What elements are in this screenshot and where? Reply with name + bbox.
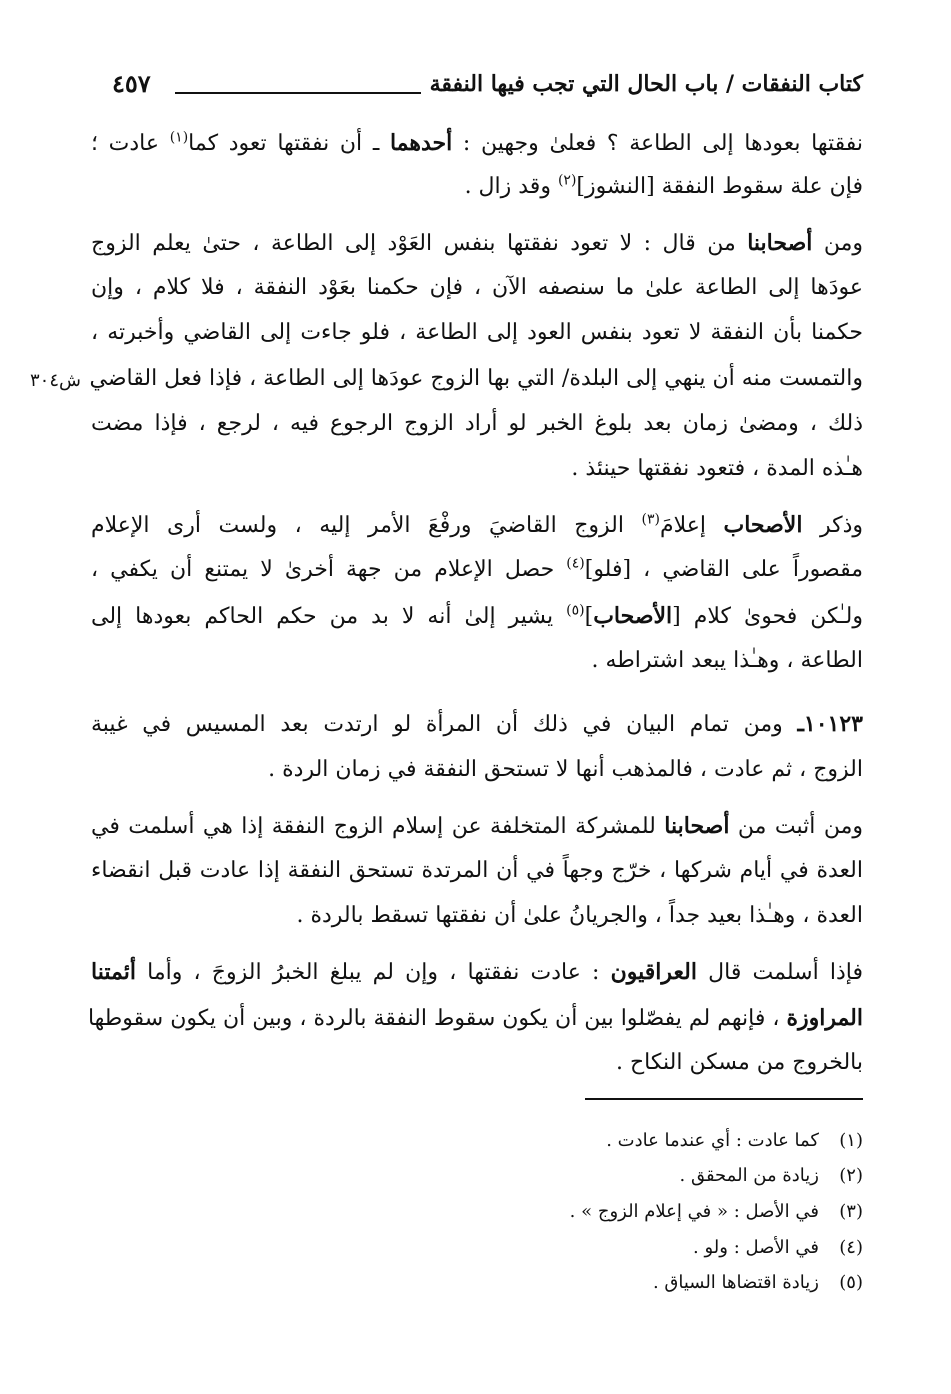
footnote-ref: (٥) [566, 602, 585, 619]
footnote-ref: (٣) [641, 511, 660, 528]
body-line: بالخروج من مسكن النكاح . [615, 1050, 863, 1075]
body-line: العدة في أيام شركها ، خرّج وجهاً في أن المرتدة تستحق النفقة إذا عادت قبل انقضاء [91, 858, 863, 883]
body-line: فإن علة سقوط النفقة [النشوز]$^{(٢)}$ وقد زال . [464, 172, 863, 199]
body-line: العدة ، وهـٰذا بعيد جداً ، والجريانُ علىٰ أن نفقتها تسقط بالردة . [296, 903, 863, 928]
body-line: وذكر الأصحاب إعلامَ$^{(٣)}$ الزوج القاضيَ ورفْعَ الأمر إليه ، ولست أرى الإعلام [91, 511, 863, 538]
footnote-rule [585, 1098, 863, 1100]
body-line: المراوزة ، فإنهم لم يفصّلوا بين أن يكون سقوط النفقة بالردة ، وبين أن يكون سقوطها [87, 1005, 863, 1031]
footnote-ref: (٢) [557, 172, 577, 189]
footnote: (٤)في الأصل : ولو . [693, 1237, 863, 1258]
header-rule [175, 92, 421, 94]
body-line: الطاعة ، وهـٰذا يبعد اشتراطه . [591, 648, 863, 673]
footnote: (١)كما عادت : أي عندما عادت . [606, 1130, 863, 1151]
body-line: ومن أصحابنا من قال : لا تعود نفقتها بنفس العَوْد إلى الطاعة ، حتىٰ يعلم الزوج [91, 230, 863, 256]
body-line: عودَها إلى الطاعة علىٰ ما سنصفه الآن ، فإن حكمنا بعَوْد النفقة ، فلا كلام ، وإن [91, 275, 863, 300]
footnote-ref: (١) [169, 129, 189, 146]
footnote: (٣)في الأصل : « في إعلام الزوج » . [569, 1201, 863, 1222]
running-header-title: كتاب النفقات / باب الحال التي تجب فيها النفقة [429, 71, 863, 97]
body-line: ١٠١٢٣ـ ومن تمام البيان في ذلك أن المرأة لو ارتدت بعد المسيس في غيبة [91, 711, 863, 737]
page-number: ٤٥٧ [112, 69, 151, 98]
body-line: مقصوراً على القاضي ، [فلو]$^{(٤)}$ حصل الإعلام من جهة أخرىٰ لا يمتنع أن يكفي ، [91, 555, 863, 582]
body-line: نفقتها بعودها إلى الطاعة ؟ فعلىٰ وجهين : أحدهما ـ أن نفقتها تعود كما$^{(١)}$ عادت ؛ [91, 129, 863, 156]
body-line: الزوج ، ثم عادت ، فالمذهب أنها لا تستحق النفقة في زمان الردة . [268, 757, 863, 782]
section-number: ١٠١٢٣ـ [797, 711, 863, 737]
footnote: (٥)زيادة اقتضاها السياق . [652, 1272, 863, 1293]
body-line: حكمنا بأن النفقة لا تعود بنفس العود إلى الطاعة ، فلو جاءت إلى القاضي وأخبرته ، [91, 320, 863, 345]
body-line: ذلك ، ومضىٰ زمان بعد بلوغ الخبر لو أراد الزوج الرجوع فيه ، لرجع ، فإذا مضت [91, 411, 863, 436]
body-line: ومن أثبت من أصحابنا للمشركة المتخلفة عن إسلام الزوج النفقة إذا هي أسلمت في [91, 813, 863, 839]
body-line: والتمست منه أن ينهي إلى البلدة/ التي بها الزوج عودَها إلى الطاعة ، فإذا فعل القاضي [89, 366, 863, 391]
body-line: هـٰذه المدة ، فتعود نفقتها حينئذ . [571, 456, 863, 481]
body-line: ولـٰكن فحوىٰ كلام [الأصحاب]$^{(٥)}$ يشير إلىٰ أنه لا بد من حكم الحاكم بعودها إلى [91, 602, 863, 629]
body-line: فإذا أسلمت قال العراقيون : عادت نفقتها ، وإن لم يبلغ الخبرُ الزوجَ ، وأما أئمتنا [91, 959, 863, 985]
margin-manuscript-reference: ش٣٠٤ [30, 370, 81, 391]
footnote-ref: (٤) [566, 555, 585, 572]
footnote: (٢)زيادة من المحقق . [679, 1165, 863, 1186]
